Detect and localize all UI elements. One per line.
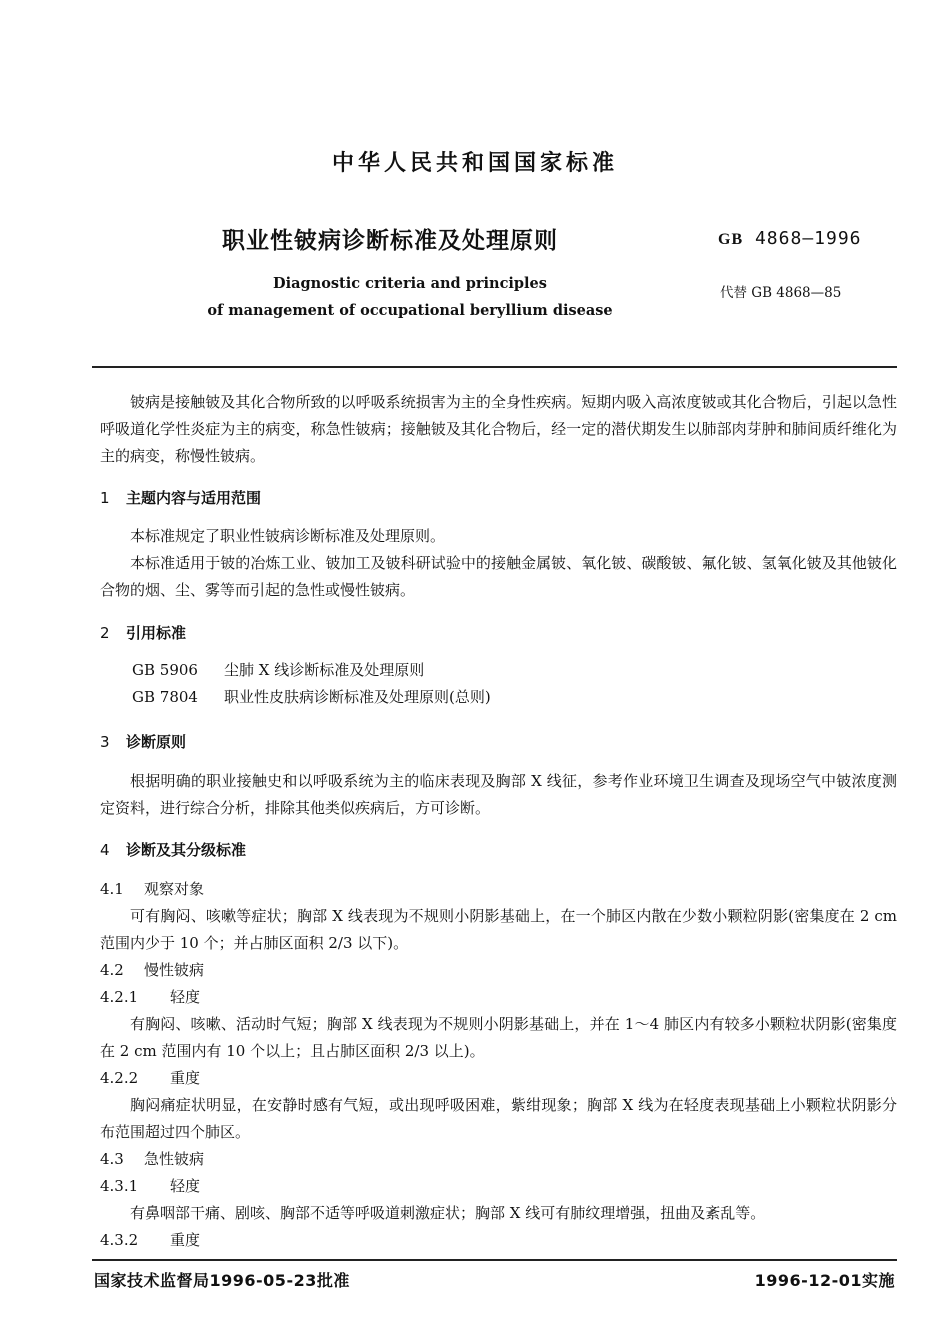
section-1-heading bbox=[100, 485, 897, 512]
section-4 bbox=[100, 837, 897, 1254]
reference-row bbox=[100, 657, 897, 684]
section-number: 3 bbox=[100, 733, 110, 751]
section-3-paragraph: 根据明确的职业接触史和以呼吸系统为主的临床表现及胸部 X 线征，参考作业环境卫生调查及现场空气中铍浓度测定资料，进行综合分析，排除其他类似疾病后，方可诊断。 bbox=[100, 772, 897, 817]
subsection-4-3-2-heading: 4.3.2 重度 bbox=[100, 1231, 201, 1249]
section-3-heading bbox=[100, 729, 897, 756]
section-title: 诊断原则 bbox=[126, 733, 187, 751]
subsection-4-2-heading: 4.2 慢性铍病 bbox=[100, 961, 205, 979]
section-title: 诊断及其分级标准 bbox=[126, 841, 247, 859]
subsection-4-3-1-heading: 4.3.1 轻度 bbox=[100, 1177, 201, 1195]
standard-number: 4868—1996 bbox=[754, 228, 862, 249]
section-title: 引用标准 bbox=[126, 624, 187, 642]
subsection-4-1-text: 可有胸闷、咳嗽等症状；胸部 X 线表现为不规则小阴影基础上，在一个肺区内散在少数小颗粒阴影(密集度在 2 cm 范围内少于 10 个；并占肺区面积 2/3 以下)。 bbox=[100, 907, 897, 952]
subsection-4-2-1-text: 有胸闷、咳嗽、活动时气短；胸部 X 线表现为不规则小阴影基础上，并在 1～4 肺区内有较多小颗粒状阴影(密集度在 2 cm 范围内有 10 个以上；且占肺区面积 2/3 以上)。 bbox=[100, 1015, 897, 1060]
document-title-en bbox=[200, 270, 620, 324]
implementation-date: 1996-12-01实施 bbox=[754, 1271, 895, 1290]
bottom-divider bbox=[92, 1259, 897, 1261]
intro-block bbox=[100, 389, 897, 470]
top-divider bbox=[92, 366, 897, 368]
subsection-4-2-1-heading: 4.2.1 轻度 bbox=[100, 988, 201, 1006]
section-2-heading bbox=[100, 620, 897, 647]
reference-row bbox=[100, 684, 897, 711]
subsection-4-3-heading: 4.3 急性铍病 bbox=[100, 1150, 205, 1168]
intro-paragraph: 铍病是接触铍及其化合物所致的以呼吸系统损害为主的全身性疾病。短期内吸入高浓度铍或其化合物后，引起以急性呼吸道化学性炎症为主的病变，称急性铍病；接触铍及其化合物后，经一定的潜伏期发生以肺部肉芽肿和肺间质纤维化为主的病变，称慢性铍病。 bbox=[100, 393, 897, 465]
subsection-4-1-heading: 4.1 观察对象 bbox=[100, 880, 205, 898]
section-2 bbox=[100, 620, 897, 711]
section-number: 1 bbox=[100, 489, 110, 507]
title-en-line-1: Diagnostic criteria and principles bbox=[273, 275, 547, 292]
subsection-4-3-1-text: 有鼻咽部干痛、剧咳、胸部不适等呼吸道刺激症状；胸部 X 线可有肺纹理增强，扭曲及紊乱等。 bbox=[130, 1204, 766, 1222]
document-title-cn: 职业性铍病诊断标准及处理原则 bbox=[222, 228, 558, 254]
section-title: 主题内容与适用范围 bbox=[126, 489, 262, 507]
national-standard-heading: 中华人民共和国国家标准 bbox=[331, 151, 618, 176]
title-en-line-2: of management of occupational beryllium disease bbox=[207, 302, 613, 319]
section-number: 2 bbox=[100, 624, 110, 642]
reference-name: 职业性皮肤病诊断标准及处理原则(总则) bbox=[224, 688, 491, 706]
standard-prefix: GB bbox=[718, 231, 744, 248]
section-number: 4 bbox=[100, 841, 110, 859]
section-1-paragraph-2: 本标准适用于铍的冶炼工业、铍加工及铍科研试验中的接触金属铍、氧化铍、碳酸铍、氟化铍、氢氧化铍及其他铍化合物的烟、尘、雾等而引起的急性或慢性铍病。 bbox=[100, 554, 897, 599]
standard-code bbox=[718, 228, 862, 249]
subsection-4-2-2-heading: 4.2.2 重度 bbox=[100, 1069, 201, 1087]
section-1 bbox=[100, 485, 897, 604]
reference-code: GB 7804 bbox=[132, 688, 198, 706]
subsection-4-2-2-text: 胸闷痛症状明显，在安静时感有气短，或出现呼吸困难，紫绀现象；胸部 X 线为在轻度表现基础上小颗粒状阴影分布范围超过四个肺区。 bbox=[100, 1096, 897, 1141]
section-3 bbox=[100, 729, 897, 822]
reference-code: GB 5906 bbox=[132, 661, 198, 679]
replaces-note: 代替 GB 4868—85 bbox=[720, 285, 842, 301]
reference-name: 尘肺 X 线诊断标准及处理原则 bbox=[224, 661, 425, 679]
section-1-paragraph-1: 本标准规定了职业性铍病诊断标准及处理原则。 bbox=[130, 527, 446, 545]
approval-date: 国家技术监督局1996-05-23批准 bbox=[94, 1271, 350, 1290]
section-4-heading bbox=[100, 837, 897, 864]
